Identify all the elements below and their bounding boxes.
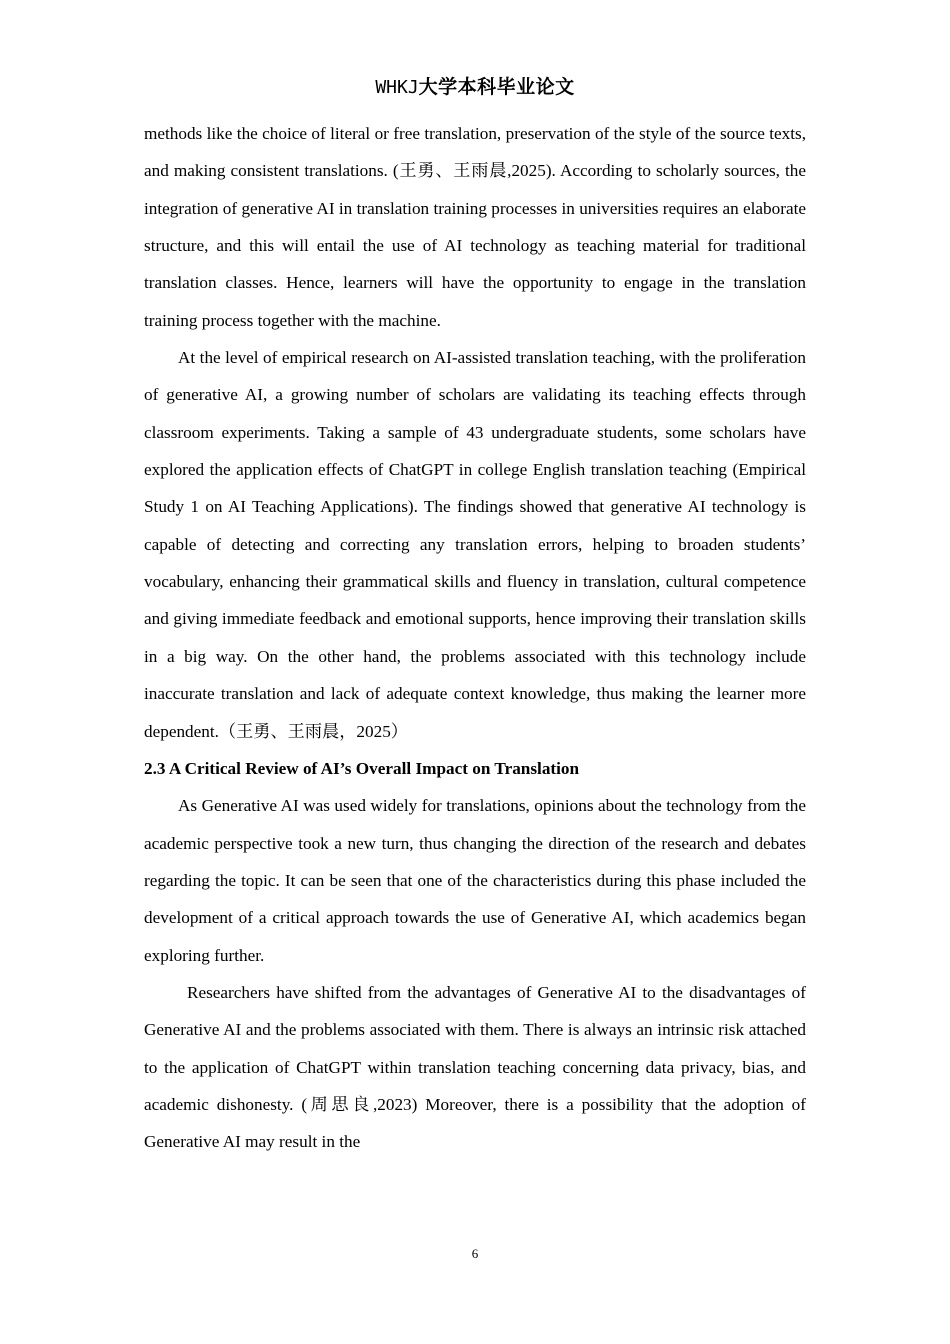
header-school-code: WHKJ — [375, 77, 419, 98]
section-heading: 2.3 A Critical Review of AI’s Overall Impact on Translation — [144, 758, 580, 778]
paragraph-continued: methods like the choice of literal or free translation, preservation of the style of the source texts, and making consistent translations. (王勇、王雨晨,2025). According to scholarly sources, the integration of generative AI in translation training processes in universities requires an elaborate structure, and this will entail the use of AI technology as teaching material for traditional translation classes. Hence, learners will have the opportunity to engage in the translation training process together with the machine. — [144, 124, 806, 330]
paragraph-critical-approach: As Generative AI was used widely for translations, opinions about the technology from the academic perspective took a new turn, thus changing the direction of the research and debates regarding the topic. It can be seen that one of the characteristics during this phase included the development of a critical approach towards the use of Generative AI, which academics began exploring further. — [144, 796, 806, 965]
page-header — [0, 74, 950, 101]
paragraph-empirical-research: At the level of empirical research on AI-assisted translation teaching, with the proliferation of generative AI, a growing number of scholars are validating its teaching effects through classroom experiments. Taking a sample of 43 undergraduate students, some scholars have explored the application effects of ChatGPT in college English translation teaching (Empirical Study 1 on AI Teaching Applications). The findings showed that generative AI technology is capable of detecting and correcting any translation errors, helping to broaden students’ vocabulary, enhancing their grammatical skills and fluency in translation, cultural competence and giving immediate feedback and emotional supports, hence improving their translation skills in a big way. On the other hand, the problems associated with this technology include inaccurate translation and lack of adequate context knowledge, thus making the learner more dependent.（王勇、王雨晨，2025） — [144, 348, 806, 741]
page-number: 6 — [471, 1246, 479, 1261]
body-text — [144, 115, 806, 1161]
header-title: 大学本科毕业论文 — [418, 76, 575, 98]
paragraph-disadvantages: Researchers have shifted from the advantages of Generative AI to the disadvantages of Generative AI and the problems associated with them. There is always an intrinsic risk attached to the application of ChatGPT within translation teaching concerning data privacy, bias, and academic dishonesty. (周思良,2023) Moreover, there is a possibility that the adoption of Generative AI may result in the — [144, 982, 806, 1152]
